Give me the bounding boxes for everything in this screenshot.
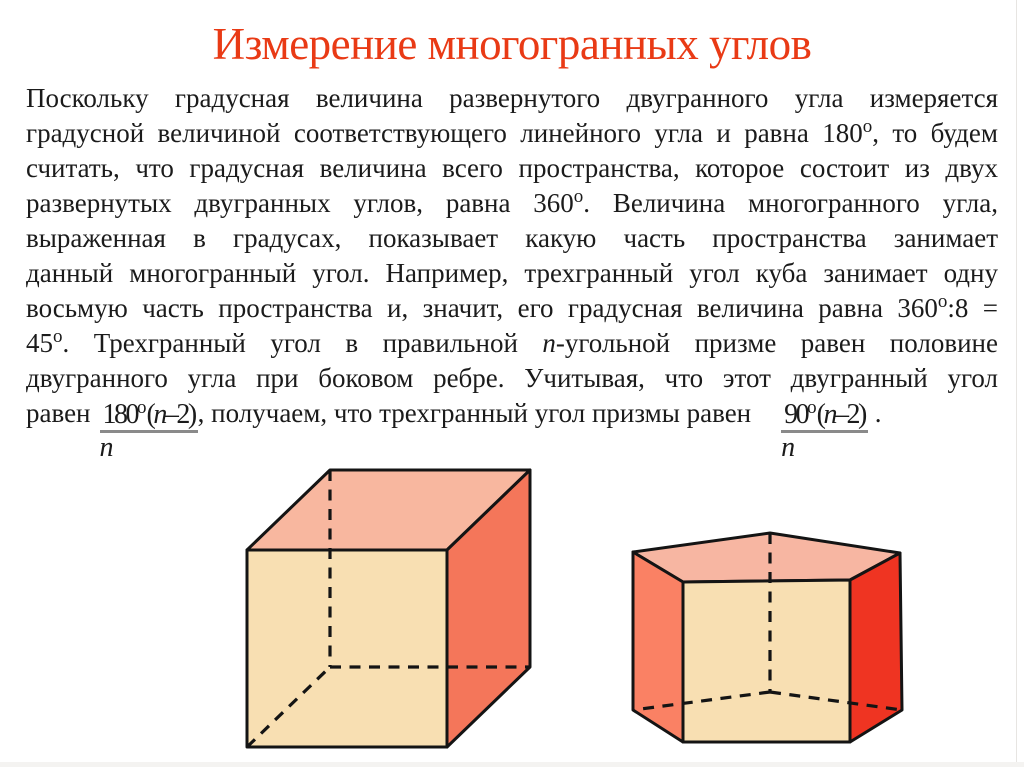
- prism-faces: [633, 533, 902, 742]
- slide-title: Измерение многогранных углов: [212, 19, 812, 69]
- degree-superscript: о: [862, 116, 873, 137]
- body-paragraph: [26, 81, 998, 463]
- fraction-numerator: $90^о(n-2)$: [781, 400, 868, 433]
- degree-superscript: о: [807, 397, 817, 418]
- body-line-10: равен $\frac{180^о(n-2)}{n}$ , получаем, что трехгранный угол призмы равен $\frac{90^о(n-2)}{n}$ .: [26, 397, 882, 463]
- variable-n: n: [542, 328, 556, 358]
- slide-bottom-edge: [0, 762, 1024, 767]
- prism-right-face: [850, 553, 902, 742]
- body-line-2: градусной величиной соответствующего линейного угла и равна $180^о$, то будем: [26, 116, 998, 148]
- fraction-denominator: n: [781, 432, 796, 463]
- body-line-4: развернутых двугранных углов, равна $360^о$. Величина многогранного угла,: [26, 186, 998, 218]
- body-line-1: [26, 81, 998, 116]
- body-line-6: данный многогранный угол. Например, трехгранный угол куба занимает одну: [26, 258, 998, 288]
- body-line-8: $45^о$. Трехгранный угол в правильной n-угольной призме равен половине: [26, 326, 998, 358]
- prism-front-face: [683, 580, 850, 742]
- degree-superscript: о: [137, 397, 147, 418]
- sentence-period: .: [874, 398, 882, 428]
- fraction-denominator: n: [99, 432, 114, 463]
- prism-left-face: [633, 552, 683, 742]
- body-line-1-text: Поскольку градусная величина развернутого двугранного угла измеряется: [26, 83, 998, 113]
- fraction-180-n-minus-2-over-n: [99, 397, 198, 463]
- fraction-90-n-minus-2-over-n: [781, 397, 868, 463]
- fraction-numerator: $180^о(n-2)$: [100, 400, 198, 433]
- degree-superscript: о: [53, 326, 63, 347]
- pentagonal-prism-figure: [615, 520, 915, 755]
- body-line-3: считать, что градусная величина всего пространства, которое состоит из двух: [26, 153, 998, 183]
- degree-superscript: о: [937, 291, 948, 312]
- body-line-9: двугранного угла при боковом ребре. Учитывая, что этот двугранный угол: [26, 363, 998, 393]
- degree-superscript: о: [573, 186, 584, 207]
- body-line-5: выраженная в градусах, показывает какую часть пространства занимает: [26, 223, 998, 253]
- cube-figure: [240, 460, 540, 760]
- body-line-7: восьмую часть пространства и, значит, его градусная величина равна $360^о:8$ =: [26, 291, 998, 323]
